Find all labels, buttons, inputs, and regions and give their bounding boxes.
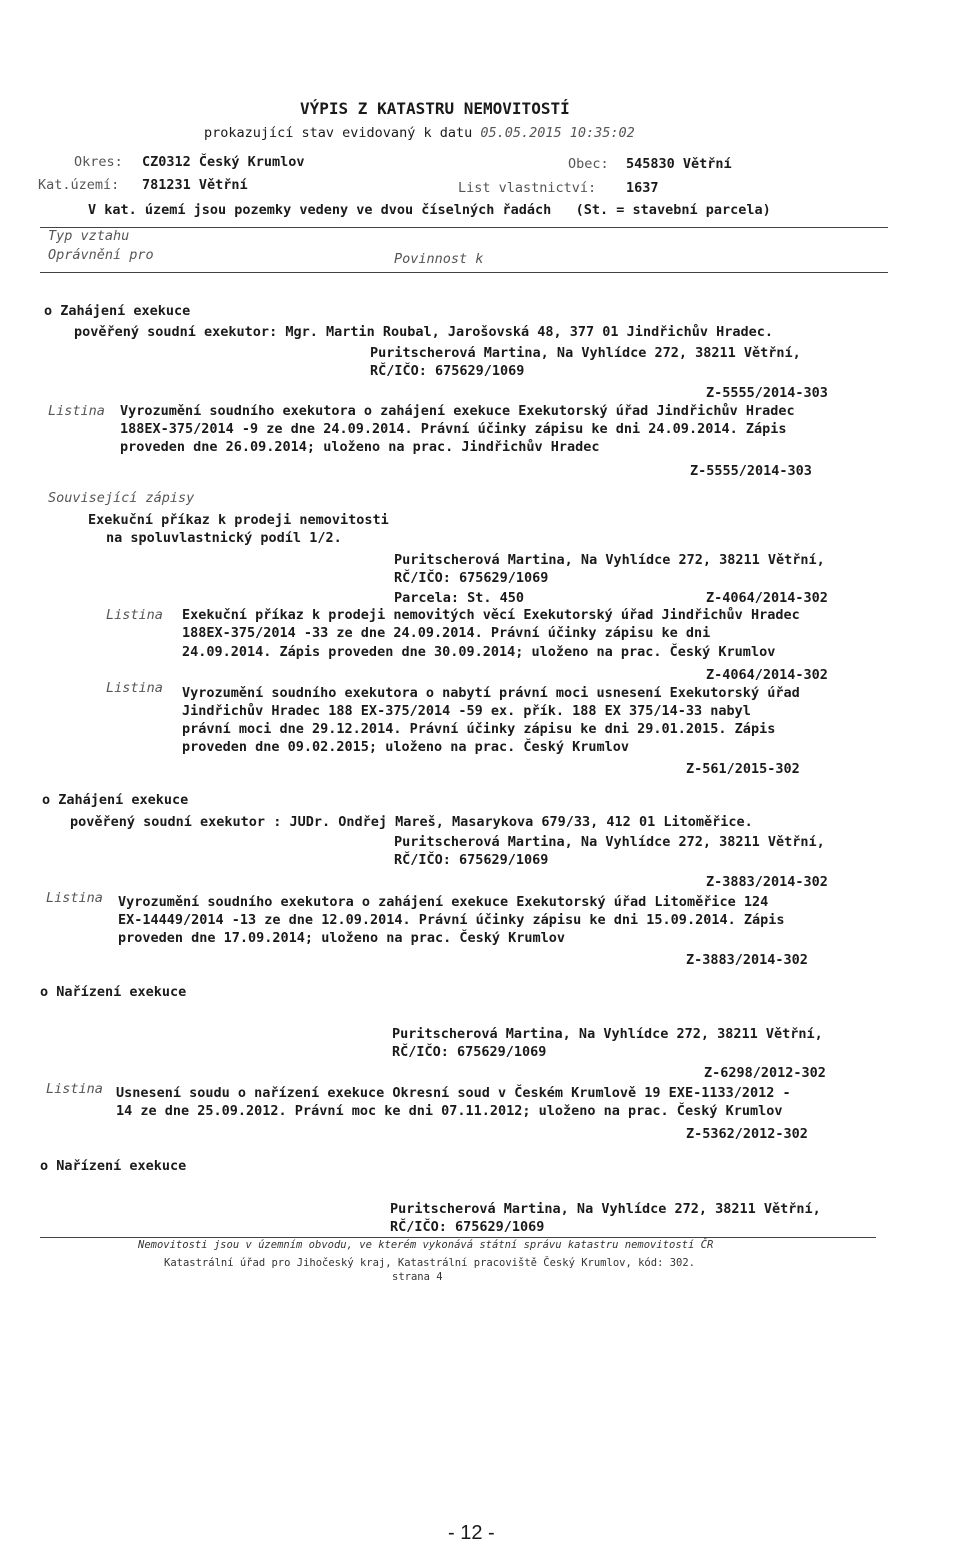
listina-line: Vyrozumění soudního exekutora o nabytí právní moci usnesení Exekutorský úřad — [182, 685, 800, 701]
listina-label: Listina — [46, 890, 103, 906]
person-line: Puritscherová Martina, Na Vyhlídce 272, 38211 Větřní, — [394, 834, 825, 850]
parcel-line: Parcela: St. 450 — [394, 590, 525, 606]
header-rule-2 — [40, 272, 888, 273]
listina-label: Listina — [106, 607, 163, 623]
listina-line: Vyrozumění soudního exekutora o zahájení exekuce Exekutorský úřad Litoměřice 124 — [118, 894, 769, 910]
document-subtitle — [204, 124, 635, 142]
listina-line: 14 ze dne 25.09.2012. Právní moc ke dni 07.11.2012; uloženo na prac. Český Krumlov — [116, 1103, 783, 1119]
executor-line: pověřený soudní exekutor: Mgr. Martin Roubal, Jarošovská 48, 377 01 Jindřichův Hradec. — [74, 324, 773, 340]
section-heading: o Zahájení exekuce — [44, 303, 191, 319]
related-entry-line: na spoluvlastnický podíl 1/2. — [106, 530, 342, 546]
reference-number: Z-3883/2014-302 — [706, 874, 828, 890]
listina-label: Listina — [48, 403, 105, 419]
section-heading: o Zahájení exekuce — [42, 792, 189, 808]
header-note: V kat. území jsou pozemky vedeny ve dvou číselných řadách (St. = stavební parcela) — [88, 202, 771, 218]
reference-number: Z-5362/2012-302 — [686, 1126, 808, 1142]
person-line: Puritscherová Martina, Na Vyhlídce 272, 38211 Větřní, — [390, 1201, 821, 1217]
okres-label: Okres: — [74, 154, 123, 170]
rc-line: RČ/IČO: 675629/1069 — [390, 1219, 545, 1235]
listina-line: proveden dne 09.02.2015; uloženo na prac. Český Krumlov — [182, 739, 630, 755]
section-heading: o Nařízení exekuce — [40, 1158, 187, 1174]
footer-page-label: strana 4 — [392, 1271, 443, 1283]
reference-number: Z-4064/2014-302 — [706, 590, 828, 606]
listina-line: Exekuční příkaz k prodeji nemovitých věcí Exekutorský úřad Jindřichův Hradec — [182, 607, 800, 623]
okres-value: CZ0312 Český Krumlov — [142, 154, 305, 170]
page-number: - 12 - — [448, 1522, 495, 1544]
related-entries-label: Související zápisy — [48, 490, 195, 506]
rc-line: RČ/IČO: 675629/1069 — [370, 363, 525, 379]
reference-number: Z-5555/2014-303 — [690, 463, 812, 479]
rc-line: RČ/IČO: 675629/1069 — [394, 570, 549, 586]
rc-line: RČ/IČO: 675629/1069 — [394, 852, 549, 868]
executor-line: pověřený soudní exekutor : JUDr. Ondřej Mareš, Masarykova 679/33, 412 01 Litoměřice. — [70, 814, 753, 830]
subtitle-text: prokazující stav evidovaný k datu — [204, 125, 473, 141]
listina-line: Usnesení soudu o nařízení exekuce Okresní soud v Českém Krumlově 19 EXE-1133/2012 - — [116, 1085, 791, 1101]
reference-number: Z-6298/2012-302 — [704, 1065, 826, 1081]
katuzemi-value: 781231 Větřní — [142, 177, 248, 193]
person-line: Puritscherová Martina, Na Vyhlídce 272, 38211 Větřní, — [370, 345, 801, 361]
obec-label: Obec: — [568, 156, 609, 172]
person-line: Puritscherová Martina, Na Vyhlídce 272, 38211 Větřní, — [392, 1026, 823, 1042]
opravneni-pro-label: Oprávnění pro — [48, 247, 154, 263]
document-title: VÝPIS Z KATASTRU NEMOVITOSTÍ — [300, 99, 570, 118]
listina-line: 188EX-375/2014 -9 ze dne 24.09.2014. Právní účinky zápisu ke dni 24.09.2014. Zápis — [120, 421, 787, 437]
person-line: Puritscherová Martina, Na Vyhlídce 272, 38211 Větřní, — [394, 552, 825, 568]
rc-line: RČ/IČO: 675629/1069 — [392, 1044, 547, 1060]
typ-vztahu-label: Typ vztahu — [48, 228, 130, 244]
reference-number: Z-4064/2014-302 — [706, 667, 828, 683]
listina-line: Vyrozumění soudního exekutora o zahájení exekuce Exekutorský úřad Jindřichův Hradec — [120, 403, 795, 419]
datetime: 05.05.2015 10:35:02 — [480, 125, 635, 141]
listina-line: právní moci dne 29.12.2014. Právní účinky zápisu ke dni 29.01.2015. Zápis — [182, 721, 776, 737]
povinnost-k-label: Povinnost k — [394, 251, 484, 267]
listina-line: proveden dne 17.09.2014; uloženo na prac. Český Krumlov — [118, 930, 566, 946]
listina-line: 188EX-375/2014 -33 ze dne 24.09.2014. Právní účinky zápisu ke dni — [182, 625, 711, 641]
header-rule — [40, 227, 888, 228]
reference-number: Z-3883/2014-302 — [686, 952, 808, 968]
lv-value: 1637 — [626, 180, 659, 196]
section-heading: o Nařízení exekuce — [40, 984, 187, 1000]
listina-line: EX-14449/2014 -13 ze dne 12.09.2014. Právní účinky zápisu ke dni 15.09.2014. Zápis — [118, 912, 785, 928]
related-entry-line: Exekuční příkaz k prodeji nemovitosti — [88, 512, 389, 528]
listina-line: 24.09.2014. Zápis proveden dne 30.09.2014; uloženo na prac. Český Krumlov — [182, 644, 776, 660]
footer-line-1: Nemovitosti jsou v územním obvodu, ve kterém vykonává státní správu katastru nemovitostí ČR — [138, 1239, 714, 1251]
listina-label: Listina — [46, 1081, 103, 1097]
katuzemi-label: Kat.území: — [38, 177, 120, 193]
listina-label: Listina — [106, 680, 163, 696]
listina-line: proveden dne 26.09.2014; uloženo na prac. Jindřichův Hradec — [120, 439, 600, 455]
obec-value: 545830 Větřní — [626, 156, 732, 172]
listina-line: Jindřichův Hradec 188 EX-375/2014 -59 ex. přík. 188 EX 375/14-33 nabyl — [182, 703, 751, 719]
footer-line-2: Katastrální úřad pro Jihočeský kraj, Katastrální pracoviště Český Krumlov, kód: 302. — [164, 1257, 696, 1269]
lv-label: List vlastnictví: — [458, 180, 597, 196]
reference-number: Z-5555/2014-303 — [706, 385, 828, 401]
reference-number: Z-561/2015-302 — [686, 761, 800, 777]
